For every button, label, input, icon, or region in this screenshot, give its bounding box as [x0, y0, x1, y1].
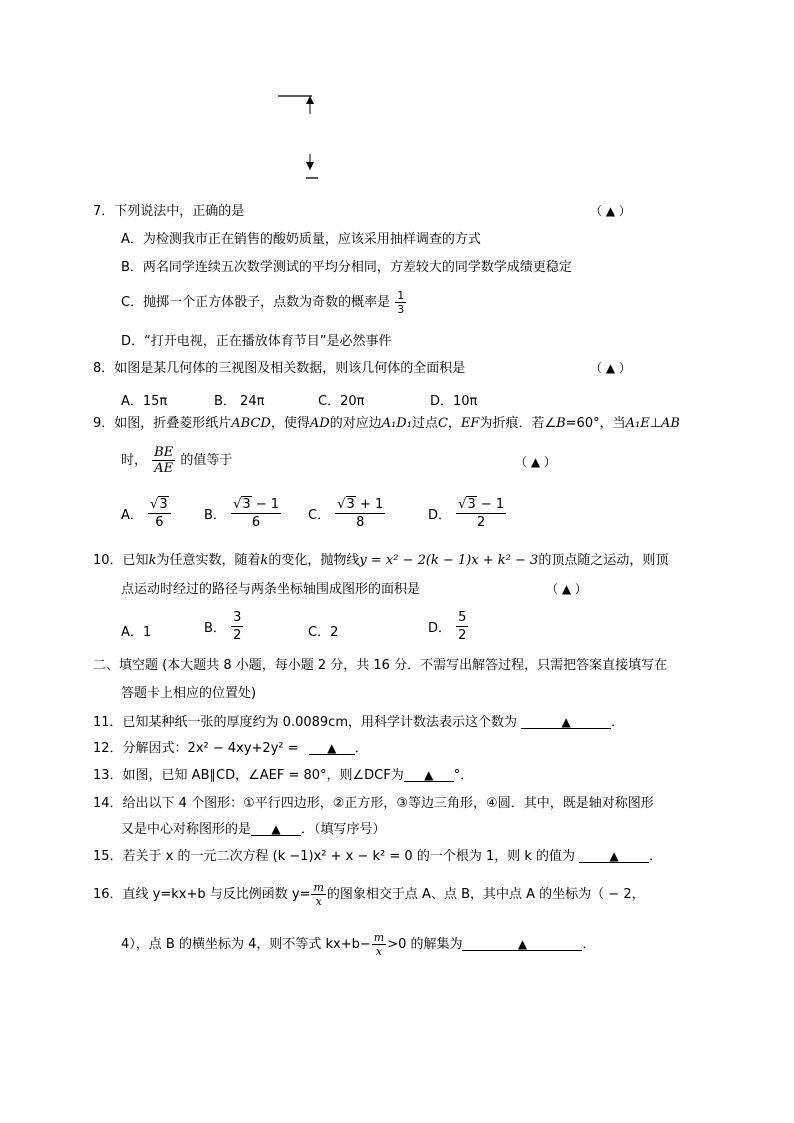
q8-option-d: D．10π — [430, 394, 478, 409]
q8-answer-mark: （ ▲ ） — [590, 361, 631, 375]
q10-option-d: D． $\frac{5}{2}$ — [428, 610, 467, 643]
q10-option-a: A．1 — [121, 625, 152, 640]
q7-option-c: C．抛掷一个正方体骰子，点数为奇数的概率是 $\frac{1}{3}$ — [121, 289, 405, 316]
q10-option-b: B． $\frac{3}{2}$ — [204, 610, 242, 643]
q16-line1: 16．直线 y=kx+b 与反比例函数 y= $\frac{m}{x}$ 的图象相交于点 A、点 B，其中点 A 的坐标为（ − 2， — [93, 881, 645, 908]
q16-fraction-2: $\frac{m}{x}$ — [373, 931, 385, 958]
q8-stem: 8．如图是某几何体的三视图及相关数据，则该几何体的全面积是 — [93, 361, 466, 376]
q16-answer-blank: ▲ — [462, 938, 582, 951]
q7-option-d: D．“打开电视，正在播放体育节目”是必然事件 — [121, 334, 392, 349]
q8-option-b: B． 24π — [214, 394, 265, 409]
q7-stem: 7．下列说法中，正确的是 — [93, 204, 245, 219]
q11-answer-blank: ▲ — [521, 716, 611, 729]
q8-option-a: A．15π — [121, 394, 168, 409]
q10-option-c: C．2 — [308, 625, 339, 640]
q16-line2: 4），点 B 的横坐标为 4，则不等式 kx+b− $\frac{m}{x}$ >0 的解集为 ▲ ． — [121, 931, 596, 958]
q9-fraction: $\frac{BE}{AE}$ — [154, 445, 174, 476]
q7-answer-mark: （ ▲ ） — [590, 204, 631, 218]
q13-answer-blank: ▲ — [404, 769, 454, 782]
q10-stem-line1: 10．已知k为任意实数，随着k的变化，抛物线y = x² − 2(k − 1)x + k² − 3的顶点随之运动，则顶 — [93, 553, 669, 568]
q10-stem-line2: 点运动时经过的路径与两条坐标轴围成图形的面积是 — [121, 582, 421, 597]
q14-line1: 14．给出以下 4 个图形：①平行四边形，②正方形，③等边三角形，④圆．其中，既是轴对称图形 — [93, 796, 654, 811]
q9-option-b: B． $\frac{√3 - 1}{6}$ — [204, 497, 280, 530]
q9-stem-line2: 时， $\frac{BE}{AE}$ 的值等于 — [121, 445, 233, 476]
figure-fragment — [270, 88, 330, 183]
q16-fraction-1: $\frac{m}{x}$ — [313, 881, 324, 908]
q9-answer-mark: （ ▲ ） — [515, 455, 556, 469]
q9-stem-line1: 9．如图，折叠菱形纸片ABCD，使得AD的对应边A₁D₁过点C，EF为折痕．若∠B=60°，当A₁E⊥AB — [93, 416, 680, 431]
q8-option-c: C．20π — [318, 394, 365, 409]
q9-option-d: D． $\frac{√3 - 1}{2}$ — [428, 497, 505, 530]
q12: 12．分解因式：2x² − 4xy+2y² = ▲ ． — [93, 741, 368, 756]
q9-option-a: A． $\frac{√3}{6}$ — [121, 497, 172, 530]
section-2-heading-cont: 答题卡上相应的位置处) — [121, 686, 257, 701]
q12-answer-blank: ▲ — [309, 742, 355, 755]
q15-answer-blank: ▲ — [579, 850, 649, 863]
q11: 11．已知某种纸一张的厚度约为 0.0089cm，用科学计数法表示这个数为 ▲ ． — [93, 715, 625, 730]
q14-answer-blank: ▲ — [251, 823, 301, 836]
q7-fraction: $\frac{1}{3}$ — [397, 289, 405, 316]
q15: 15．若关于 x 的一元二次方程 (k −1)x² + x − k² = 0 的一个根为 1，则 k 的值为 ▲ ． — [93, 849, 663, 864]
q10-answer-mark: （ ▲ ） — [546, 582, 587, 596]
q7-option-b: B．两名同学连续五次数学测试的平均分相同，方差较大的同学数学成绩更稳定 — [121, 260, 572, 275]
q14-line2: 又是中心对称图形的是 ▲ ．（填写序号） — [121, 822, 386, 837]
q13: 13．如图，已知 AB∥CD，∠AEF = 80°，则∠DCF为 ▲ °． — [93, 768, 474, 783]
section-2-heading: 二、填空题 (本大题共 8 小题，每小题 2 分，共 16 分．不需写出解答过程，只需把答案直接填写在 — [93, 658, 668, 673]
q7-option-a: A．为检测我市正在销售的酸奶质量，应该采用抽样调查的方式 — [121, 232, 481, 247]
q9-option-c: C． $\frac{√3 + 1}{8}$ — [308, 497, 384, 530]
